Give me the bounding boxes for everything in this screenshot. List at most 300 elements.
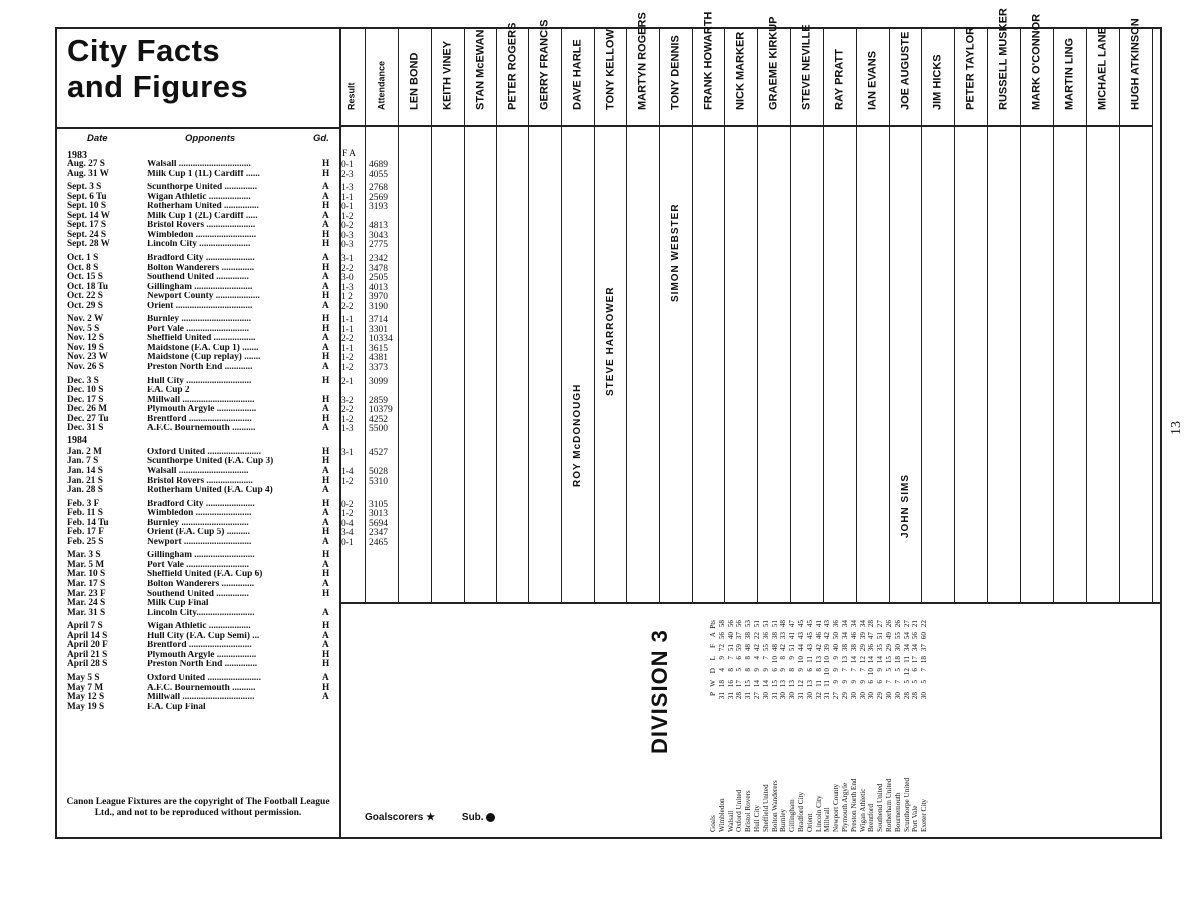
late-player-name: STEVE HARROWER [605,286,616,397]
result-cell: 0-1 [341,202,354,213]
fixture-opponent: Wimbledon ........................ [147,509,252,519]
fixture-row [67,302,339,312]
fixture-opponent: Port Vale ........................... [147,324,250,334]
player-name: RUSSELL MUSKER [997,8,1010,110]
fixture-ground: H [322,375,330,386]
league-value: 43 [823,620,832,628]
league-col-header: L [709,656,717,661]
league-value: 9 [832,656,841,660]
league-value: 72 [717,644,726,652]
team-name: Port Vale [911,805,920,832]
fixture-ground: A [322,630,329,641]
league-value: 13 [805,680,814,688]
column-header [791,24,823,127]
team-name: Burnley [779,808,788,832]
league-value: 30 [867,692,876,700]
fixture-row [67,703,339,713]
league-value: 31 [744,692,753,700]
fixture-ground: H [322,239,330,250]
league-value: 30 [884,692,893,700]
fixture-opponent: Lincoln City ...................... [147,240,251,250]
league-value: 5 [735,668,744,672]
fixture-date: Sept. 3 S [67,182,102,193]
result-cell: 1-1 [341,192,354,203]
league-value: 14 [761,680,770,688]
fixture-date: Aug. 27 S [67,159,105,169]
league-value: 51 [770,620,779,628]
fixture-date: Sept. 24 S [67,229,107,240]
fixture-row [67,580,339,590]
league-value: 6 [867,680,876,684]
fixture-ground: H [322,527,330,538]
result-cell: 1-4 [341,466,354,477]
league-row [920,620,929,832]
legend-sub: Sub. [461,812,484,823]
fixture-date: Oct. 22 S [67,291,103,302]
fixture-opponent: Newport ............................. [147,537,252,547]
fixture-ground: H [322,229,330,240]
player-name: TONY KELLOW [604,29,616,110]
fixture-ground: A [322,362,329,372]
page-frame [55,8,1162,839]
fixture-row [67,325,339,335]
fixture-row [67,500,339,510]
fixture-date: May 12 S [67,692,105,703]
fixture-ground: A [322,607,329,618]
fixture-ground: A [322,640,329,651]
late-player-name: SIMON WEBSTER [670,203,681,303]
league-value: 45 [805,620,814,628]
grid-column [1021,13,1054,602]
column-header [693,11,724,127]
fixture-opponent: Bradford City ..................... [147,253,255,263]
fixture-date: Dec. 26 M [67,404,108,415]
fixture-ground: A [322,672,329,683]
fixture-ground: A [322,536,329,547]
league-value: 51 [726,644,735,652]
player-name: GERRY FRANCIS [538,19,551,110]
result-cell: 3-4 [341,528,354,539]
league-value: 30 [858,692,867,700]
league-row [788,620,797,832]
result-cell: 3-1 [341,253,354,264]
attendance-cell: 3043 [369,230,388,241]
league-value: 11 [902,656,911,663]
league-value: 10 [770,656,779,664]
attendance-cell: 2342 [369,253,388,264]
league-value: 34 [911,644,920,652]
fixture-opponent: Scunthorpe United .............. [147,183,258,193]
fixture-row [67,334,339,344]
league-value: 13 [779,680,788,688]
league-row [911,620,920,832]
column-header [1054,29,1086,127]
league-value: 13 [814,656,823,664]
fixture-opponent: Southend United .............. [147,589,249,599]
player-name: MARTIN LING [1063,37,1076,110]
fixture-ground: H [322,446,330,457]
league-value: 9 [796,668,805,672]
fixture-ground: A [322,210,329,221]
league-value: 34 [858,620,867,628]
fixture-row [67,386,339,396]
fixture-date: Oct. 29 S [67,300,103,311]
title-line-1: City Facts [67,33,221,68]
league-value: 51 [876,632,885,640]
fixture-opponent: Millwall ............................... [147,395,255,405]
league-value: 51 [761,620,770,628]
fixture-date: May 7 M [67,682,104,693]
fixture-date: April 21 S [67,649,108,660]
fixture-opponent: Gillingham ......................... [147,282,253,292]
column-header [497,22,528,127]
league-value: 27 [902,620,911,628]
result-cell: 1-2 [341,363,354,373]
result-cell: 3-0 [341,273,354,284]
fixture-ground: H [322,475,330,486]
fixture-opponent: Oxford United ....................... [147,447,261,457]
league-value: 11 [805,656,814,663]
fixture-ground: H [322,659,330,670]
league-value: 6 [876,680,885,684]
league-value: 9 [849,680,858,684]
attendance-cell: 3190 [369,301,388,312]
league-value: 34 [902,644,911,652]
grid-column [988,8,1021,602]
year-label: 1984 [67,434,87,446]
result-cell: 3-2 [341,395,354,406]
league-value: 55 [761,644,770,652]
league-value: 47 [788,620,797,628]
sub-dot-icon [486,813,495,822]
league-value: 39 [858,632,867,640]
league-value: 48 [779,620,788,628]
fixture-date: Oct. 18 Tu [67,281,109,292]
fixture-opponent: Orient ................................. [147,301,253,311]
league-value: 12 [902,668,911,676]
year-label: 1983 [67,150,87,161]
fixture-opponent: A.F.C. Bournemouth .......... [147,683,256,693]
league-value: 58 [717,620,726,628]
result-cell: 0-3 [341,240,354,251]
result-cell: 1-2 [341,211,354,222]
fixture-row [67,212,339,222]
team-name: Wimbledon [717,798,726,832]
fixture-ground: A [322,300,329,311]
fixture-opponent: Milk Cup 1 (1L) Cardiff ...... [147,169,260,179]
league-table [709,620,929,832]
team-name: Scunthorpe United [902,777,911,832]
fixture-ground: H [322,456,330,467]
league-header [709,620,718,832]
league-row [744,620,753,832]
fixture-opponent: Bolton Wanderers .............. [147,263,255,273]
grid-column [857,29,890,602]
league-value: 36 [832,620,841,628]
player-name: STEVE NEVILLE [800,24,813,110]
attendance-cell: 4381 [369,353,388,364]
fixture-ground: H [322,649,330,660]
attendance-cell: 3099 [369,376,388,387]
attendance-cell: 5500 [369,424,388,435]
player-name: JIM HICKS [931,54,944,110]
league-value: 8 [744,668,753,672]
fixture-row [67,693,339,703]
column-header [824,29,856,127]
league-value: 22 [920,620,929,628]
attendance-cell: 4689 [369,160,388,170]
league-value: 31 [770,692,779,700]
league-value: 31 [823,692,832,700]
fixture-opponent: Oxford United ....................... [147,673,261,683]
team-name: Millwall [823,807,832,832]
fixture-row [67,221,339,231]
player-name: FRANK HOWARTH [702,11,714,110]
fixture-date: Jan. 28 S [67,485,103,496]
fixture-row [67,254,339,264]
fixture-opponent: Brentford ........................... [147,414,252,424]
fixture-date: Feb. 25 S [67,536,104,547]
attendance-cell: 3478 [369,263,388,274]
column-header [627,12,659,127]
fixture-opponent: Maidstone (F.A. Cup 1) ....... [147,343,259,353]
fixture-date: Feb. 11 S [67,508,103,519]
player-name: NICK MARKER [734,31,747,110]
fixture-opponent: Bristol Rovers .................... [147,476,253,486]
result-cell: 1-3 [341,282,354,293]
league-value: 9 [788,656,797,660]
league-value: 7 [840,668,849,672]
league-value: 14 [876,656,885,664]
column-header [857,29,889,127]
league-value: 4 [717,668,726,672]
fixture-date: Jan. 21 S [67,475,103,486]
league-value: 45 [796,620,805,628]
team-name: Preston North End [849,778,858,832]
fixture-ground: H [322,323,330,334]
fixture-opponent: Wimbledon .......................... [147,230,257,240]
player-name: PETER TAYLOR [964,26,977,110]
grid-column [497,22,529,602]
league-value: 8 [726,668,735,672]
column-header [339,29,365,127]
result-cell: 1-3 [341,183,354,194]
fixture-row [67,377,339,387]
league-value: 47 [867,632,876,640]
league-value: 56 [726,620,735,628]
fixture-opponent: Burnley .............................. [147,315,252,325]
league-value: 41 [788,632,797,640]
league-value: 18 [893,656,902,664]
league-value: 26 [893,620,902,628]
league-value: 7 [858,668,867,672]
grid-column [955,26,988,602]
league-col-header: F [709,644,717,648]
fixture-date: Nov. 26 S [67,362,104,372]
column-header [366,29,398,127]
fixture-date: Jan. 2 M [67,446,102,457]
league-value: 6 [735,656,744,660]
league-value: 4 [752,656,761,660]
fixture-row [67,264,339,274]
fixture-ground: A [322,692,329,703]
copyright-notice: Canon League Fixtures are the copyright of The Football League Ltd., and not to be reproduced without permission. [66,797,330,818]
league-value: 30 [805,692,814,700]
grid-column [399,29,432,602]
column-header [988,8,1020,127]
fixture-row [67,538,339,548]
grid-column [660,29,693,602]
league-value: 17 [735,680,744,688]
fixture-row [67,651,339,661]
fixture-row [67,353,339,363]
fixture-row [67,467,339,477]
league-value: 28 [735,692,744,700]
lower-panel [339,602,1160,839]
fixture-date: Oct. 1 S [67,252,99,263]
fixture-date: Jan. 7 S [67,456,99,467]
fixture-opponent: F.A. Cup Final [147,702,206,712]
league-value: 29 [858,644,867,652]
fixture-opponent: Rotherham United (F.A. Cup 4) [147,486,273,496]
fixture-ground: H [322,291,330,302]
fixture-date: Dec. 17 S [67,394,104,405]
goals-label: Goals [709,815,717,832]
league-value: 10 [823,668,832,676]
page-number: 13 [1169,421,1184,435]
fixture-row [67,570,339,580]
attendance-cell: 2347 [369,528,388,539]
result-cell: 0-3 [341,230,354,241]
fixture-opponent: Bolton Wanderers .............. [147,580,255,589]
player-name: MARK O'CONNOR [1030,13,1043,110]
fixture-row [67,599,339,609]
grid-column [824,29,857,602]
attendance-cell: 5028 [369,466,388,477]
fixture-opponent: Plymouth Argyle ................. [147,405,257,415]
fixture-date: Sept. 17 S [67,220,107,231]
grid-column [758,16,791,602]
fixture-ground: A [322,485,329,496]
league-row [806,620,815,832]
league-value: 17 [911,656,920,664]
league-value: 38 [849,644,858,652]
league-value: 30 [779,692,788,700]
league-value: 34 [840,632,849,640]
league-value: 6 [805,668,814,672]
league-row [718,620,727,832]
league-col-header: A [709,632,717,638]
fixture-opponent: Newport County ................... [147,292,260,302]
fixture-opponent: Sheffield United (F.A. Cup 6) [147,570,263,580]
result-cell: 0-2 [341,499,354,510]
fixture-ground: H [322,201,330,212]
team-name: Wigan Athletic [858,788,867,832]
fixture-date: April 14 S [67,630,108,641]
column-header [1021,13,1053,127]
fixture-ground: A [322,333,329,344]
league-row [771,620,780,832]
result-cell: 1-3 [341,424,354,435]
team-name: Rotherham United [884,778,893,832]
team-name: Oxford United [735,789,744,832]
league-row [885,620,894,832]
league-value: 28 [902,692,911,700]
league-value: 30 [788,692,797,700]
league-value: 29 [840,692,849,700]
league-row [903,620,912,832]
fixture-date: Nov. 23 W [67,352,108,363]
league-value: 9 [840,680,849,684]
late-player-name: JOHN SIMS [900,474,911,539]
fixture-opponent: Preston North End .............. [147,660,258,670]
result-cell: 1-2 [341,353,354,364]
attendance-cell: 3373 [369,363,388,373]
league-row [876,620,885,832]
fixture-row [67,477,339,487]
team-name: Exeter City [920,799,929,832]
league-row [850,620,859,832]
fixture-opponent: Southend United .............. [147,273,249,283]
league-value: 12 [858,656,867,664]
league-value: 5 [884,668,893,672]
fixture-ground: H [322,621,330,632]
column-header [595,29,626,127]
league-value: 43 [796,632,805,640]
league-value: 42 [814,644,823,652]
league-value: 30 [893,644,902,652]
fixture-date: Nov. 12 S [67,333,104,344]
fixture-ground: A [322,465,329,476]
attendance-cell: 4252 [369,414,388,425]
fixture-date: Feb. 3 F [67,498,100,509]
attendance-cell: 3714 [369,315,388,326]
league-value: 15 [744,680,753,688]
attendance-cell: 2505 [369,273,388,284]
team-name: Brentford [867,804,876,832]
legend-goalscorers: Goalscorers [365,812,424,823]
result-cell: 2-2 [341,301,354,312]
league-row [797,620,806,832]
fixture-date: Dec. 10 S [67,385,104,396]
ground-header: Gd. [313,133,329,144]
league-value: 12 [796,680,805,688]
fixture-opponent: A.F.C. Bournemouth .......... [147,424,256,434]
league-value: 8 [814,668,823,672]
result-cell: 1 2 [341,292,353,303]
fixture-opponent: Milk Cup Final [147,599,209,609]
fixture-row [67,684,339,694]
league-value: 7 [849,668,858,672]
league-value: 42 [823,632,832,640]
league-value: 37 [735,632,744,640]
player-name: DAVE HARLE [571,39,584,110]
fixture-opponent: Burnley ............................. [147,518,249,528]
league-value: 5 [920,680,929,684]
fixture-ground: H [322,550,330,561]
fixture-row [67,315,339,325]
fixture-row [67,590,339,600]
fixture-opponent: Orient (F.A. Cup 5) .......... [147,528,250,538]
fixture-ground: A [322,423,329,434]
fixture-date: Feb. 17 F [67,527,104,538]
league-value: 9 [779,668,788,672]
league-row [779,620,788,832]
fixture-ground: H [322,588,330,599]
team-name: Southend United [876,783,885,832]
result-cell: 0-4 [341,518,354,529]
attendance-cell: 3615 [369,343,388,354]
